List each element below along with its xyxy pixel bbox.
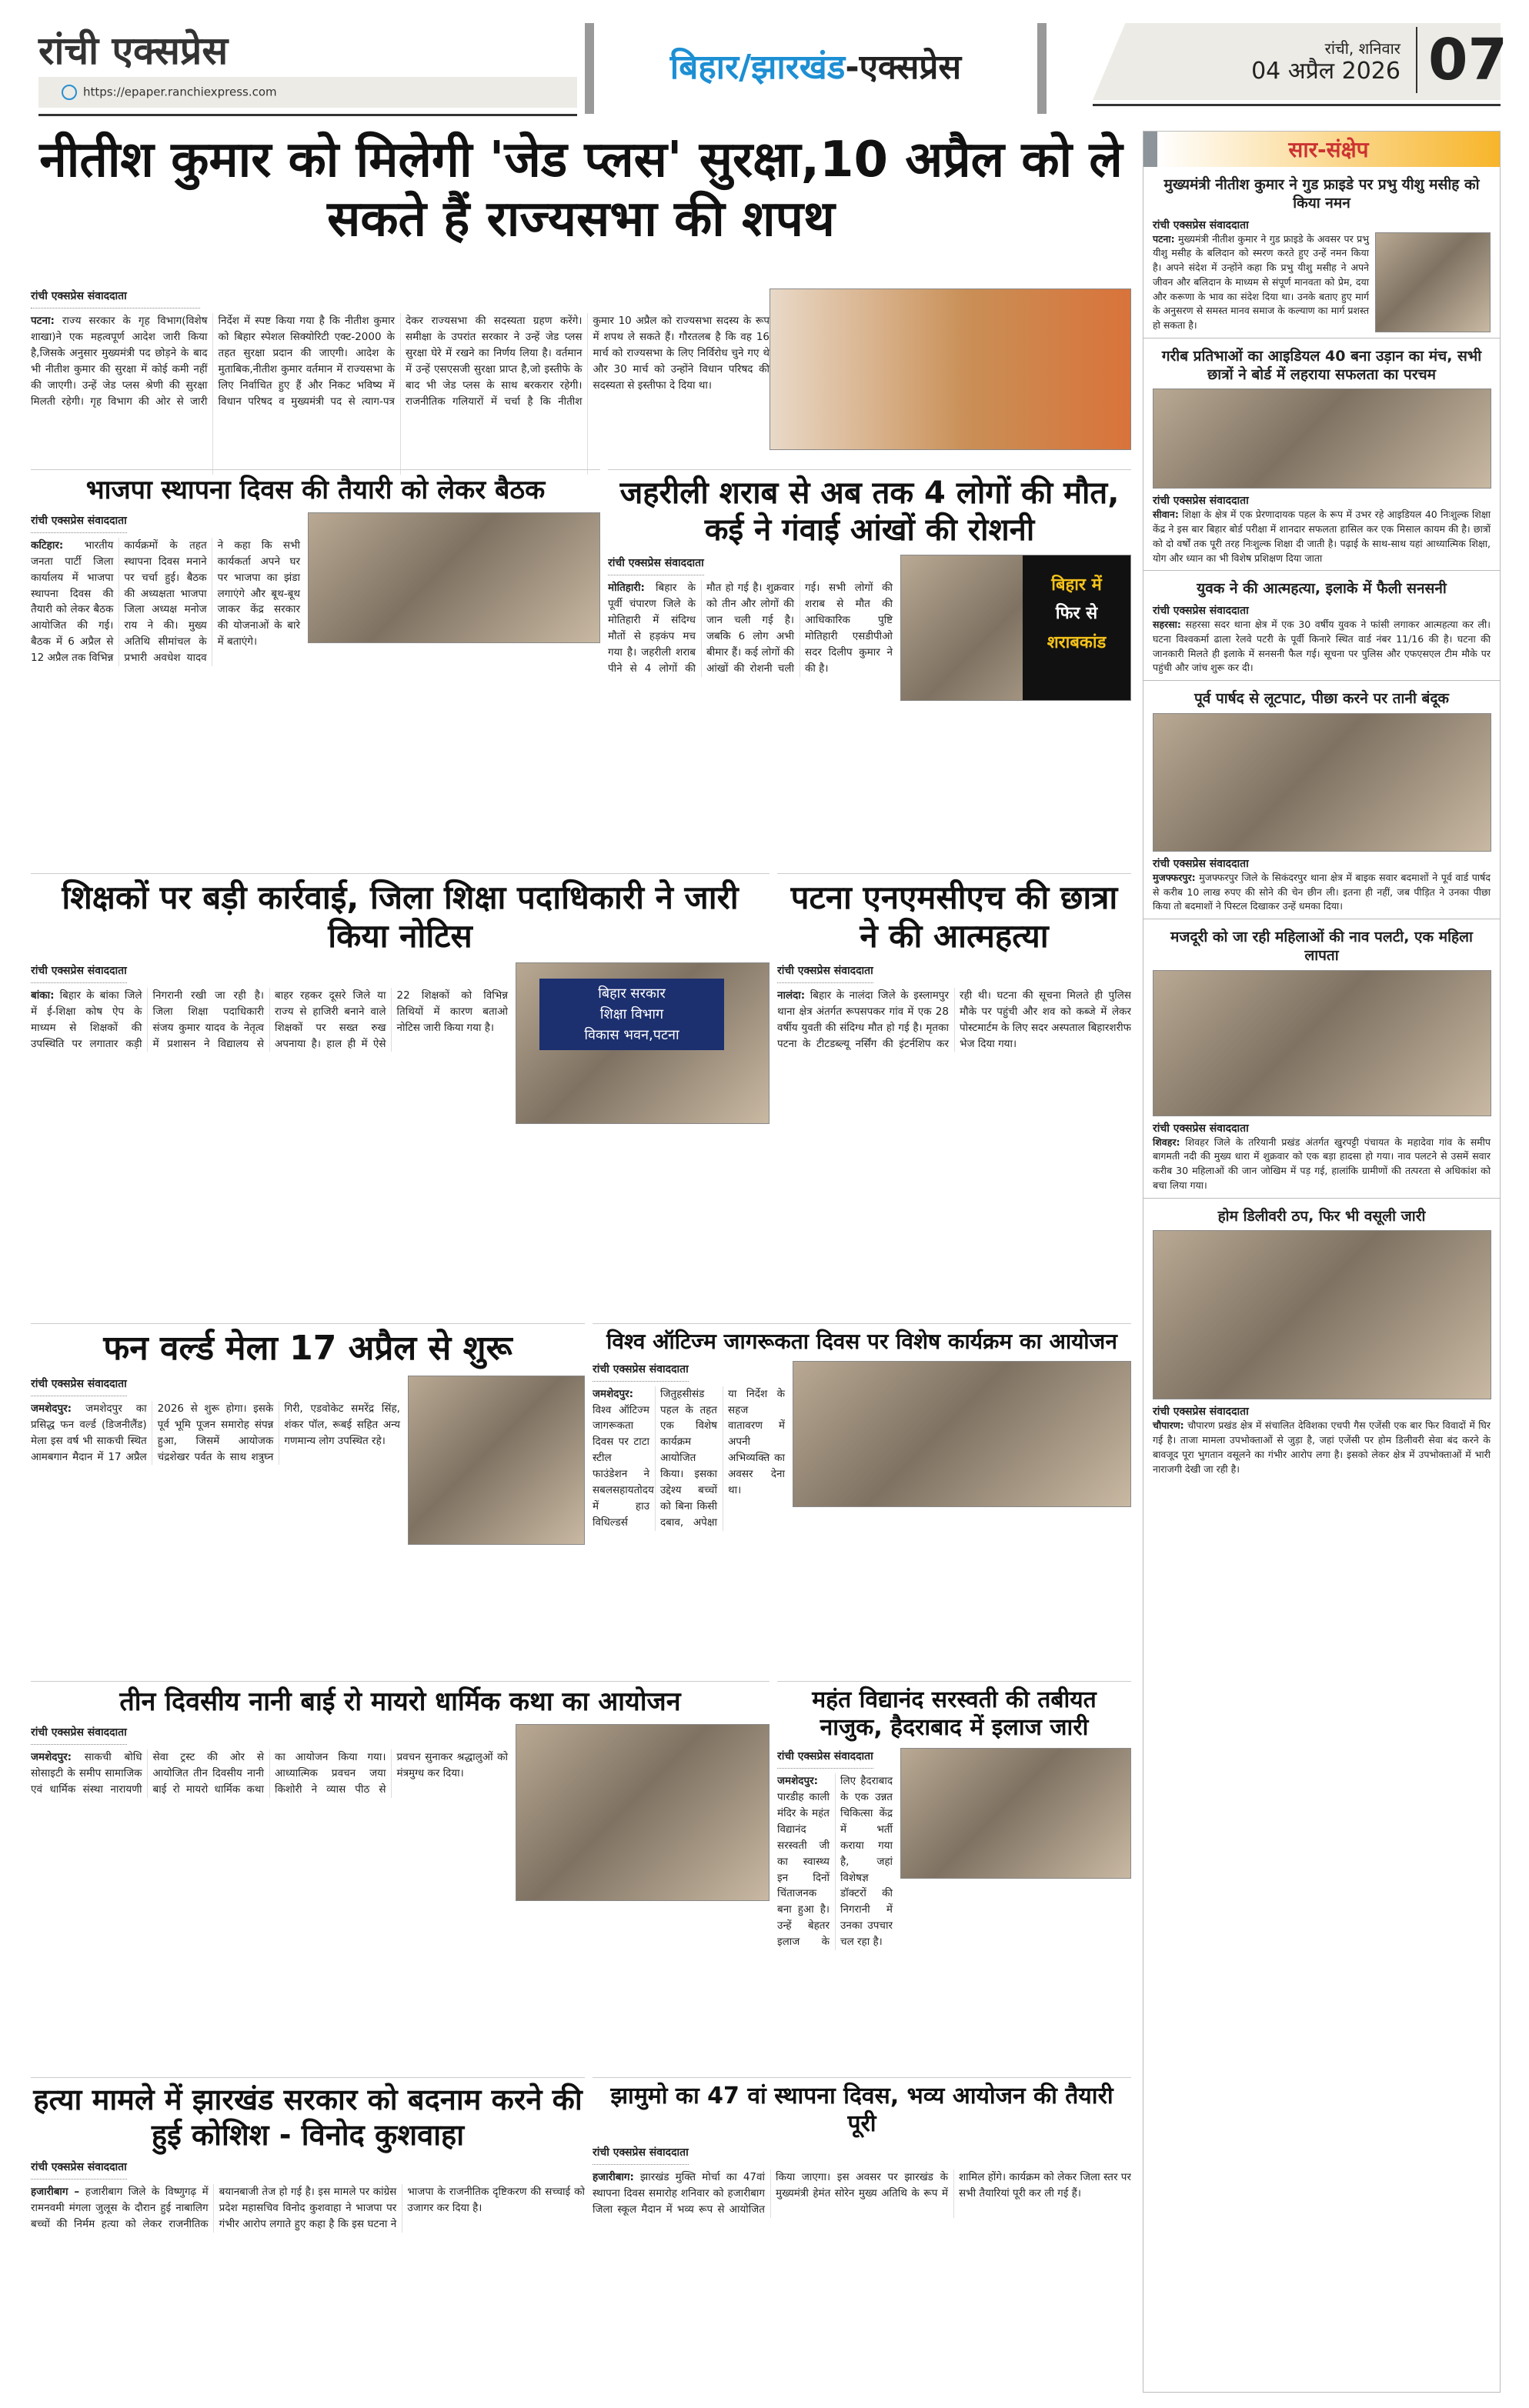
sidebar-title: सार-संक्षेप bbox=[1143, 132, 1500, 167]
hazaribagh-murder-story bbox=[31, 2077, 585, 2400]
article-text: बिहार के नालंदा जिले के इस्लामपुर थाना क्षेत्र अंतर्गत रूपसपकर गांव में एक 28 वर्षीय युवती की संदिग्ध मौत हो गई है। मृतका पटना के टीटडब्ल्यू नर्सिंग की इंटर्नशिप कर रही थी। घटना की सूचना मिलते ही पुलिस मौके पर पहुंची और शव को कब्जे में लेकर पोस्टमार्टम के लिए सदर अस्पताल बिहारशरीफ भेज दिया गया। bbox=[777, 989, 1131, 1050]
brief-item bbox=[1143, 570, 1500, 680]
article-text: हजारीबाग जिले के विष्णुगढ़ में रामनवमी मंगला जुलूस के दौरान हुई नाबालिग बच्चों की निर्मम हत्या को लेकर राजनीतिक बयानबाजी तेज हो गई है। इस मामले पर कांग्रेस प्रदेश महासचिव विनोद कुशवाहा ने भाजपा पर गंभीर आरोप लगाते हुए कहा है कि इस घटना ने भाजपा के राजनीतिक दृष्टिकरण की सच्चाई को उजागर कर दिया है। bbox=[31, 2186, 585, 2231]
story-body bbox=[31, 988, 508, 1052]
bjp-foundation-day-story bbox=[31, 469, 600, 862]
fun-world-fair-story bbox=[31, 1323, 585, 1677]
article-text: बिहार के बांका जिले में ई-शिक्षा कोष ऐप के माध्यम से शिक्षकों की उपस्थिति पर लगातार कड़ी निगरानी रखी जा रही है। जिला शिक्षा पदाधिकारी संजय कुमार यादव के नेतृत्व में प्रशासन ने विद्यालय से बाहर रहकर दूसरे जिले या राज्य से हाजिरी बनाने वाले शिक्षकों पर सख्त रुख अपनाया है। हाल ही में ऐसे 22 शिक्षकों को विभिन्न तिथियों में कारण बताओ नोटिस जारी किया गया है। bbox=[31, 989, 508, 1050]
lead-story bbox=[31, 288, 770, 475]
story-photo bbox=[516, 1724, 770, 1901]
divider bbox=[1093, 104, 1501, 106]
brief-photo bbox=[1375, 232, 1491, 332]
banner-line: बिहार में bbox=[1051, 575, 1102, 595]
story-photo bbox=[408, 1376, 585, 1545]
byline: रांची एक्सप्रेस संवाददाता bbox=[1153, 857, 1249, 870]
nitish-kumar-photo bbox=[770, 288, 1131, 450]
byline: रांची एक्सप्रेस संवाददाता bbox=[31, 513, 127, 533]
brief-headline: पूर्व पार्षद से लूटपाट, पीछा करने पर तानी बंदूक bbox=[1193, 690, 1450, 707]
brief-body bbox=[1153, 1136, 1491, 1193]
article-text: शिक्षा के क्षेत्र में एक प्रेरणादायक पहल के रूप में उभर रहे आइडियल 40 निःशुल्क शिक्षा केंद्र ने इस बार बिहार बोर्ड परीक्षा में शानदार सफलता हासिल कर एक मिसाल कायम की है। छात्रों को दो वर्षों तक पूरी तरह निःशुल्क शिक्षा दी जाती है। पढ़ाई के साथ-साथ यहां आध्यात्मिक शिक्षा, योग और ध्यान का भी विशेष प्रशिक्षण दिया जाता bbox=[1153, 509, 1491, 564]
article-text: झारखंड मुक्ति मोर्चा का 47वां स्थापना दिवस समारोह शनिवार को हजारीबाग जिला स्कूल मैदान में भव्य रूप से आयोजित किया जाएगा। इस अवसर पर झारखंड के मुख्यमंत्री हेमंत सोरेन मुख्य अतिथि के रूप में शामिल होंगे। कार्यक्रम को लेकर जिला स्तर पर सभी तैयारियां पूरी कर ली गई हैं। bbox=[593, 2171, 1131, 2216]
jmm-foundation-day-story bbox=[593, 2077, 1131, 2400]
byline: रांची एक्सप्रेस संवाददाता bbox=[31, 1376, 127, 1396]
dateline: हजारीबाग – bbox=[31, 2186, 80, 2199]
dateline: कटिहार: bbox=[31, 539, 64, 552]
section-title-suffix: -एक्सप्रेस bbox=[845, 48, 962, 87]
story-photo bbox=[900, 555, 1131, 701]
brief-item bbox=[1143, 1198, 1500, 1482]
dateline: शिवहर: bbox=[1153, 1136, 1180, 1148]
banner-line: फिर से bbox=[1055, 604, 1098, 624]
brief-photo bbox=[1153, 970, 1491, 1116]
dateline: मुजफ्फरपुर: bbox=[1153, 871, 1196, 883]
brief-headline: मुख्यमंत्री नीतीश कुमार ने गुड फ्राइडे पर प्रभु यीशु मसीह को किया नमन bbox=[1163, 176, 1480, 212]
article-text: सहरसा सदर थाना क्षेत्र में एक 30 वर्षीय युवक ने फांसी लगाकर आत्महत्या कर ली। घटना विश्वकर्मा ढाला रेलवे पटरी के पूर्वी किनारे स्थित वार्ड नंबर 11/16 की है। घटना की जानकारी मिलते ही इलाके में सनसनी फैल गई। सूचना पर पुलिस और एफएसएल टीम मौके पर पहुंची और जांच शुरू कर दी। bbox=[1153, 619, 1491, 674]
dateline: जमशेदपुर: bbox=[31, 1402, 72, 1415]
dateline: पटना: bbox=[1153, 232, 1175, 245]
article-text: चौपारण प्रखंड क्षेत्र में संचालित देविशका एचपी गैस एजेंसी एक बार फिर विवादों में घिर गई है। ताजा मामला उपभोक्ताओं से जुड़ा है, जहां एजेंसी पर होम डिलीवरी सेवा बंद करने के बावजूद पूरा भुगतान वसूलने का गंभीर आरोप लगा है। इसको लेकर क्षेत्र में उपभोक्ताओं में भारी नाराजगी देखी जा रही है। bbox=[1153, 1419, 1491, 1475]
page-number: 07 bbox=[1416, 27, 1507, 93]
story-headline: जहरीली शराब से अब तक 4 लोगों की मौत, कई ने गंवाई आंखों की रोशनी bbox=[619, 475, 1120, 548]
story-headline: शिक्षकों पर बड़ी कार्रवाई, जिला शिक्षा पदाधिकारी ने जारी किया नोटिस bbox=[62, 879, 739, 956]
city-day: रांची, शनिवार bbox=[1324, 39, 1400, 58]
story-headline: झामुमो का 47 वां स्थापना दिवस, भव्य आयोजन की तैयारी पूरी bbox=[610, 2083, 1113, 2137]
story-body bbox=[777, 1773, 893, 1950]
byline: रांची एक्सप्रेस संवाददाता bbox=[777, 1749, 873, 1769]
dateline: चौपारण: bbox=[1153, 1419, 1184, 1432]
article-text: मुख्यमंत्री नीतीश कुमार ने गुड फ्राइडे के अवसर पर प्रभु यीशु मसीह के बलिदान को स्मरण करते हुए उन्हें नमन किया है। अपने संदेश में उन्होंने कहा कि प्रभु यीशु मसीह ने अपने जीवन और बलिदान के माध्यम से संपूर्ण मानवता को प्रेम, दया और करूणा के भाव का संदेश दिया था। उनके बताए हुए मार्ग के अनुसरण से समस्त मानव समाज के कल्याण का मार्ग प्रशस्त हो सकता है। bbox=[1153, 232, 1369, 331]
story-headline: तीन दिवसीय नानी बाई रो मायरो धार्मिक कथा का आयोजन bbox=[119, 1686, 681, 1717]
story-headline: महंत विद्यानंद सरस्वती की तबीयत नाजुक, हैदराबाद में इलाज जारी bbox=[812, 1686, 1097, 1741]
brief-item bbox=[1143, 338, 1500, 571]
byline: रांची एक्सप्रेस संवाददाता bbox=[31, 2160, 127, 2180]
dateline: जमशेदपुर: bbox=[777, 1775, 819, 1787]
brief-item bbox=[1143, 680, 1500, 919]
date: 04 अप्रैल 2026 bbox=[1251, 58, 1400, 85]
mahant-health-story bbox=[777, 1681, 1131, 2066]
autism-day-story bbox=[593, 1323, 1131, 1677]
dateline: सीवान: bbox=[1153, 509, 1179, 521]
dateline: हजारीबाग: bbox=[593, 2171, 634, 2183]
byline: रांची एक्सप्रेस संवाददाता bbox=[593, 2145, 689, 2165]
byline: रांची एक्सप्रेस संवाददाता bbox=[1153, 495, 1249, 508]
url-text: https://epaper.ranchiexpress.com bbox=[83, 85, 277, 99]
story-body bbox=[777, 988, 1131, 1052]
dateline: मोतिहारी: bbox=[608, 582, 645, 594]
byline: रांची एक्सप्रेस संवाददाता bbox=[608, 555, 704, 575]
story-photo bbox=[793, 1361, 1131, 1507]
teachers-notice-story bbox=[31, 873, 770, 1319]
story-headline: भाजपा स्थापना दिवस की तैयारी को लेकर बैठक bbox=[85, 475, 546, 505]
article-text: शिवहर जिले के तरियानी प्रखंड अंतर्गत खुरपट्टी पंचायत के महादेवा गांव के समीप बागमती नदी की मुख्य धारा में शुक्रवार को एक बड़ा हादसा हो गया। नाव पलटने से उसमें सवार करीब 30 महिलाओं की जान जोखिम में पड़ गई, हालांकि ग्रामीणों की तत्परता से अधिकांश को बचा लिया गया। bbox=[1153, 1136, 1491, 1191]
byline: रांची एक्सप्रेस संवाददाता bbox=[1153, 1122, 1249, 1135]
dateline: पटना: bbox=[31, 315, 55, 327]
article-text: मुजफ्फरपुर जिले के सिकंदरपुर थाना क्षेत्र में बाइक सवार बदमाशों ने पूर्व वार्ड पार्षद से करीब 10 लाख रुपए की सोने की चेन छीन ली। इतना ही नहीं, जब पीड़ित ने उनका पीछा किया तो बदमाशों ने पिस्टल दिखाकर उन्हें धमका दिया। bbox=[1153, 871, 1491, 912]
globe-icon bbox=[62, 85, 77, 100]
edition-date bbox=[1200, 37, 1400, 83]
byline: रांची एक्सप्रेस संवाददाता bbox=[31, 1725, 127, 1745]
story-headline: हत्या मामले में झारखंड सरकार को बदनाम करने की हुई कोशिश - विनोद कुशवाहा bbox=[33, 2083, 583, 2152]
hooch-tragedy-story bbox=[608, 469, 1131, 862]
story-body bbox=[593, 1386, 785, 1531]
dateline: बांका: bbox=[31, 989, 55, 1002]
story-body bbox=[31, 1749, 508, 1798]
section-title bbox=[585, 23, 1047, 114]
dateline: नालंदा: bbox=[777, 989, 806, 1002]
story-photo bbox=[308, 512, 600, 643]
brief-headline: होम डिलीवरी ठप, फिर भी वसूली जारी bbox=[1217, 1207, 1426, 1225]
story-headline: फन वर्ल्ड मेला 17 अप्रैल से शुरू bbox=[103, 1329, 512, 1368]
story-body bbox=[31, 538, 300, 666]
liquor-banner bbox=[1023, 555, 1130, 700]
article-text: विश्व ऑटिज्म जागरूकता दिवस पर टाटा स्टील फाउंडेशन ने सबलसहायतोदय में हाउ विधिल्डर्स जितुहसीसंड पहल के तहत एक विशेष कार्यक्रम आयोजित किया। इसका उद्देश्य बच्चों को बिना किसी दबाव, अपेक्षा या निर्देश के सहज वातावरण में अपनी अभिव्यक्ति का अवसर देना था। bbox=[593, 1387, 785, 1529]
brief-photo bbox=[1153, 1230, 1491, 1399]
brief-item bbox=[1143, 167, 1500, 338]
dateline: सहरसा: bbox=[1153, 619, 1181, 630]
brief-body bbox=[1153, 871, 1491, 914]
divider bbox=[38, 114, 577, 116]
story-photo bbox=[516, 962, 770, 1124]
nmch-student-story bbox=[777, 873, 1131, 1319]
byline: रांची एक्सप्रेस संवाददाता bbox=[1153, 605, 1249, 617]
story-body bbox=[31, 2184, 585, 2233]
byline: रांची एक्सप्रेस संवाददाता bbox=[593, 1362, 689, 1382]
education-department-sign bbox=[539, 979, 724, 1050]
dateline: जमशेदपुर: bbox=[31, 1750, 72, 1763]
nani-bai-katha-story bbox=[31, 1681, 770, 2066]
brief-headline: युवक ने की आत्महत्या, इलाके में फैली सनसनी bbox=[1197, 580, 1447, 598]
epaper-url[interactable] bbox=[38, 77, 577, 108]
article-text: जमशेदपुर का प्रसिद्ध फन वर्ल्ड (डिजनीलैंड) मेला इस वर्ष भी साकची स्थित आमबगान मैदान में 17 अप्रैल 2026 से शुरू होगा। इसके पूर्व भूमि पूजन समारोह संपन्न हुआ, जिसमें आयोजक चंद्रशेखर पर्वत के साथ शत्रुघ्न गिरी, एडवोकेट समरेंद्र सिंह, शंकर पॉल, रूबई सहित अन्य गणमान्य लोग उपस्थित रहे। bbox=[31, 1402, 400, 1463]
sidebar-brief bbox=[1143, 131, 1501, 2393]
article-text: भारतीय जनता पार्टी जिला कार्यालय में भाजपा स्थापना दिवस की तैयारी को लेकर बैठक आयोजित की गई। बैठक में 6 अप्रैल से 12 अप्रैल तक विभिन्न कार्यक्रमों के तहत स्थापना दिवस मनाने पर चर्चा हुई। बैठक की अध्यक्षता भाजपा जिला अध्यक्ष मनोज राय ने की। मुख्य अतिथि सीमांचल के प्रभारी अवधेश यादव ने कहा कि सभी कार्यकर्ता अपने घर पर भाजपा का झंडा लगाएंगे और बूथ-बूथ जाकर केंद्र सरकार की योजनाओं के बारे में बताएंगे। bbox=[31, 539, 300, 665]
section-title-region: बिहार/झारखंड bbox=[669, 48, 846, 87]
story-body bbox=[593, 2170, 1131, 2218]
story-body bbox=[31, 1401, 400, 1466]
brief-item bbox=[1143, 919, 1500, 1198]
brief-body bbox=[1153, 508, 1491, 565]
lead-headline: नीतीश कुमार को मिलेगी 'जेड प्लस' सुरक्षा,10 अप्रैल को ले सकते हैं राज्यसभा की शपथ bbox=[39, 132, 1123, 248]
brief-photo bbox=[1153, 389, 1491, 489]
story-body bbox=[608, 580, 893, 677]
sign-line: विकास भवन,पटना bbox=[584, 1026, 679, 1043]
story-headline: पटना एनएमसीएच की छात्रा ने की आत्महत्या bbox=[790, 879, 1118, 956]
brief-headline: गरीब प्रतिभाओं का आइडियल 40 बना उड़ान का मंच, सभी छात्रों ने बोर्ड में लहराया सफलता का परचम bbox=[1161, 347, 1482, 383]
sign-line: बिहार सरकार bbox=[598, 985, 666, 1002]
byline: रांची एक्सप्रेस संवाददाता bbox=[777, 963, 873, 983]
brief-body bbox=[1153, 618, 1491, 675]
article-text: बिहार के पूर्वी चंपारण जिले के मोतिहारी में संदिग्ध मौतों से हड़कंप मच गया है। जहरीली शराब पीने से 4 लोगों की मौत हो गई है। शुक्रवार को तीन और लोगों की जान चली गई है। जबकि 6 लोग अभी बीमार हैं। कई लोगों की आंखों की रोशनी चली गई। सभी लोगों की शराब से मौत की आधिकारिक पुष्टि मोतिहारी एसडीपीओ सदर दिलीप कुमार ने की है। bbox=[608, 582, 893, 675]
lead-body bbox=[31, 313, 770, 475]
article-text: राज्य सरकार के गृह विभाग(विशेष शाखा)ने एक महत्वपूर्ण आदेश जारी किया है,जिसके अनुसार मुख्यमंत्री पद छोड़ने के बाद भी नीतीश कुमार की सुरक्षा में कोई कमी नहीं की जाएगी। उन्हें जेड प्लस श्रेणी की सुरक्षा मिलती रहेगी। गृह विभाग की ओर से जारी निर्देश में स्पष्ट किया गया है कि नीतीश कुमार को बिहार स्पेशल सिक्योरिटी एक्ट-2000 के तहत सुरक्षा प्रदान की जाएगी। आदेश के मुताबिक,नीतीश कुमार वर्तमान में राज्यसभा के लिए निर्वाचित हुए हैं और निकट भविष्य में विधान परिषद व मुख्यमंत्री पद से त्याग-पत्र देकर राज्यसभा की सदस्यता ग्रहण करेंगे। समीक्षा के उपरांत सरकार ने उन्हें जेड प्लस सुरक्षा घेरे में रखने का निर्णय लिया है। वर्तमान में उन्हें एसएसजी सुरक्षा प्राप्त है,जो इस्तीफे के बाद भी जेड प्लस के साथ बरकरार रहेगी। राजनीतिक गलियारों में चर्चा है कि नीतीश कुमार 10 अप्रैल को राज्यसभा सदस्य के रूप में शपथ ले सकते हैं। गौरतलब है कि वह 16 मार्च को राज्यसभा के लिए निर्विरोध चुने गए थे और 30 मार्च को उन्होंने विधान परिषद की सदस्यता से इस्तीफा दे दिया था। bbox=[31, 315, 770, 408]
dateline: जमशेदपुर: bbox=[593, 1387, 634, 1400]
brief-photo bbox=[1153, 713, 1491, 852]
newspaper-logo: रांची एक्सप्रेस bbox=[38, 28, 229, 73]
brief-headline: मजदूरी को जा रही महिलाओं की नाव पलटी, एक महिला लापता bbox=[1170, 929, 1473, 964]
byline: रांची एक्सप्रेस संवाददाता bbox=[1153, 218, 1249, 232]
brief-body bbox=[1153, 1419, 1491, 1476]
article-text: साकची बोधि सोसाइटी के समीप सामाजिक एवं धार्मिक संस्था नारायणी सेवा ट्रस्ट की ओर से आयोजित तीन दिवसीय नानी बाई रो मायरो धार्मिक कथा का आयोजन किया गया। आध्यात्मिक प्रवचन जया किशोरी ने व्यास पीठ से प्रवचन सुनाकर श्रद्धालुओं को मंत्रमुग्ध कर दिया। bbox=[31, 1750, 508, 1796]
story-headline: विश्व ऑटिज्म जागरूकता दिवस पर विशेष कार्यक्रम का आयोजन bbox=[606, 1329, 1117, 1354]
byline: रांची एक्सप्रेस संवाददाता bbox=[31, 288, 200, 309]
byline: रांची एक्सप्रेस संवाददाता bbox=[31, 963, 127, 983]
article-text: पारडीह काली मंदिर के महंत विद्यानंद सरस्वती जी का स्वास्थ्य इन दिनों चिंताजनक बना हुआ है। उन्हें बेहतर इलाज के लिए हैदराबाद के एक उन्नत चिकित्सा केंद्र में भर्ती कराया गया है, जहां विशेषज्ञ डॉक्टरों की निगरानी में उनका उपचार चल रहा है। bbox=[777, 1775, 893, 1949]
banner-line: शराबकांड bbox=[1047, 632, 1107, 652]
sign-line: शिक्षा विभाग bbox=[599, 1006, 664, 1022]
byline: रांची एक्सप्रेस संवाददाता bbox=[1153, 1406, 1249, 1419]
story-photo bbox=[900, 1748, 1131, 1879]
